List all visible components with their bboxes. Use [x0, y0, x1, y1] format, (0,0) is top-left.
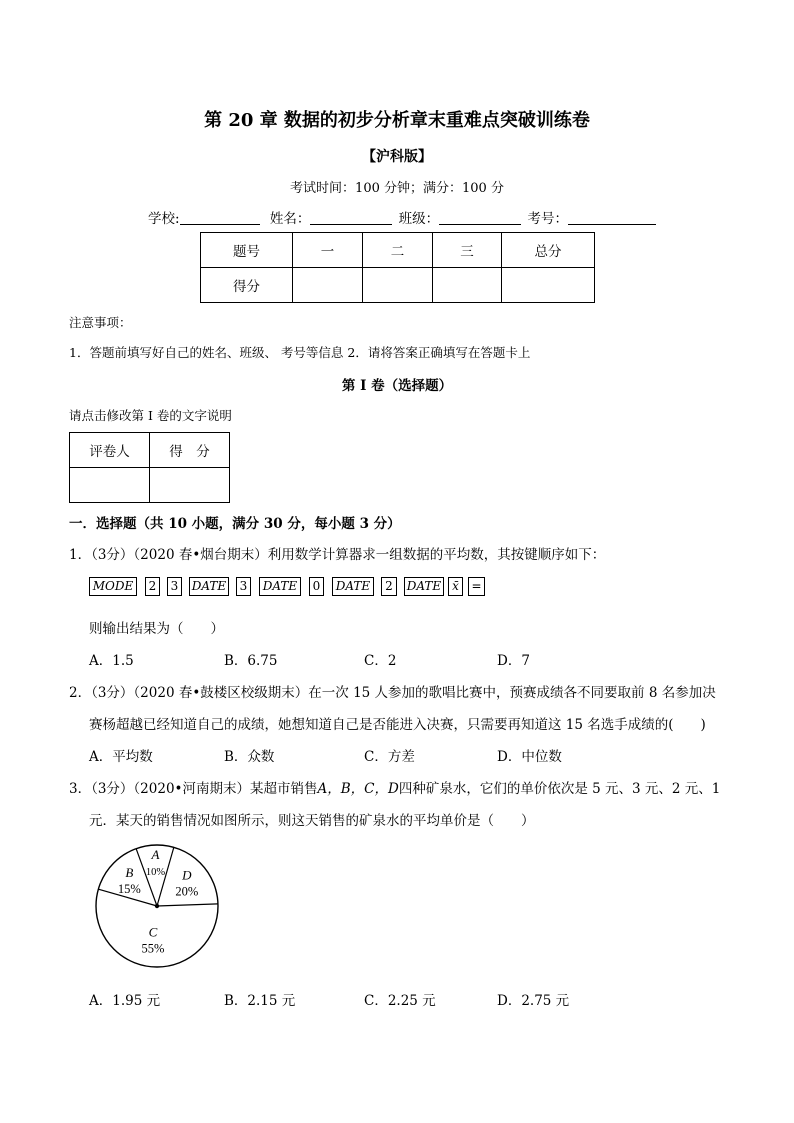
key-digit: 2 — [145, 577, 160, 596]
q2-stem-line2: 赛杨超越已经知道自己的成绩，她想知道自己是否能进入决赛，只需要再知道这 15 名选手成绩的( ) — [89, 717, 706, 733]
q3-option-d: D．2.75 元 — [497, 993, 570, 1009]
id-label: 考号： — [527, 211, 568, 227]
grader-row — [70, 468, 230, 503]
school-field[interactable] — [180, 210, 260, 225]
score-cell[interactable] — [293, 268, 363, 303]
q2-option-d: D．中位数 — [497, 749, 562, 765]
pie-slice-label: D — [182, 867, 192, 883]
pie-slice-percent: 15% — [117, 882, 141, 897]
q3-stem-line2: 元．某天的销售情况如图所示，则这天销售的矿泉水的平均单价是（ ） — [89, 813, 535, 829]
key-mean: x̄ — [448, 577, 463, 596]
score-table — [200, 232, 595, 303]
name-field[interactable] — [310, 210, 392, 225]
score-header-cell: 三 — [433, 233, 502, 268]
score-cell[interactable] — [502, 268, 595, 303]
key-digit: 2 — [381, 577, 397, 596]
grader-header-cell: 得 分 — [150, 433, 230, 468]
section-instruction: 请点击修改第 I 卷的文字说明 — [69, 408, 232, 423]
class-label: 班级： — [398, 211, 440, 227]
pie-slice-label: C — [148, 924, 158, 940]
q3-option-a: A．1.95 元 — [89, 993, 161, 1009]
key-digit: 0 — [309, 577, 324, 596]
notes-title: 注意事项： — [69, 315, 132, 330]
notes-items: 1．答题前填写好自己的姓名、班级、 考号等信息 2．请将答案正确填写在答题卡上 — [69, 345, 531, 360]
score-row — [201, 268, 595, 303]
score-header-cell: 二 — [363, 233, 433, 268]
grader-cell[interactable] — [70, 468, 150, 503]
key-date: DATE — [332, 577, 374, 596]
q3-stem-prefix: 3．（3分）（2020•河南期末）某超市销售 — [69, 781, 318, 797]
score-header-cell: 总分 — [502, 233, 595, 268]
score-cell[interactable] — [363, 268, 433, 303]
q3-stem-vars: A，B，C，D — [317, 781, 399, 797]
pie-center-dot — [155, 904, 159, 908]
q1-option-a: A．1.5 — [89, 653, 134, 669]
q3-option-b: B．2.15 元 — [224, 993, 296, 1009]
grader-table — [69, 432, 230, 503]
q1-stem: 1．（3分）（2020 春•烟台期末）利用数学计算器求一组数据的平均数，其按键顺序如下： — [69, 547, 606, 563]
score-header-cell: 题号 — [201, 233, 293, 268]
q2-stem-line1: 2．（3分）（2020 春•鼓楼区校级期末）在一次 15 人参加的歌唱比赛中，预赛成绩各不同要取前 8 名参加决 — [69, 685, 716, 701]
key-digit: 3 — [236, 577, 251, 596]
q1-option-d: D．7 — [497, 653, 530, 669]
key-date: DATE — [189, 577, 229, 596]
key-date: DATE — [404, 577, 444, 596]
score-header-cell: 一 — [293, 233, 363, 268]
id-field[interactable] — [568, 210, 656, 225]
section-title: 第 I 卷（选择题） — [341, 378, 453, 394]
key-mode: MODE — [89, 577, 137, 596]
exam-time-info: 考试时间：100 分钟；满分：100 分 — [290, 181, 504, 196]
pie-slice-percent: 10% — [145, 867, 166, 879]
edition-label: 【沪科版】 — [362, 149, 432, 165]
q2-option-a: A．平均数 — [89, 749, 153, 765]
pie-slice-percent: 55% — [141, 941, 165, 956]
q1-prompt: 则输出结果为（ ） — [89, 621, 224, 637]
page-title: 第 20 章 数据的初步分析章末重难点突破训练卷 — [204, 110, 590, 131]
grader-header-row — [70, 433, 230, 468]
name-label: 姓名： — [269, 211, 311, 227]
key-digit: 3 — [167, 577, 182, 596]
score-cell[interactable] — [433, 268, 502, 303]
school-label: 学校: — [148, 211, 180, 227]
class-field[interactable] — [439, 210, 521, 225]
student-info-line — [148, 207, 656, 227]
grader-cell[interactable] — [150, 468, 230, 503]
key-equals: = — [468, 577, 485, 596]
score-header-row — [201, 233, 595, 268]
pie-slice-percent: 20% — [175, 884, 199, 899]
q3-stem-suffix: 四种矿泉水，它们的单价依次是 5 元、3 元、2 元、1 — [398, 781, 721, 797]
q2-option-c: C．方差 — [364, 749, 415, 765]
q3-option-c: C．2.25 元 — [364, 993, 436, 1009]
part-title: 一．选择题（共 10 小题，满分 30 分，每小题 3 分） — [69, 516, 401, 532]
key-date: DATE — [259, 577, 301, 596]
pie-slice-label: B — [125, 865, 134, 881]
q1-option-b: B．6.75 — [224, 653, 278, 669]
grader-header-cell: 评卷人 — [70, 433, 150, 468]
score-row-label: 得分 — [201, 268, 293, 303]
pie-slice-label: A — [151, 847, 160, 863]
q1-option-c: C．2 — [364, 653, 397, 669]
q3-stem-line1 — [69, 777, 720, 797]
pie-chart — [90, 842, 230, 982]
q2-option-b: B．众数 — [224, 749, 275, 765]
